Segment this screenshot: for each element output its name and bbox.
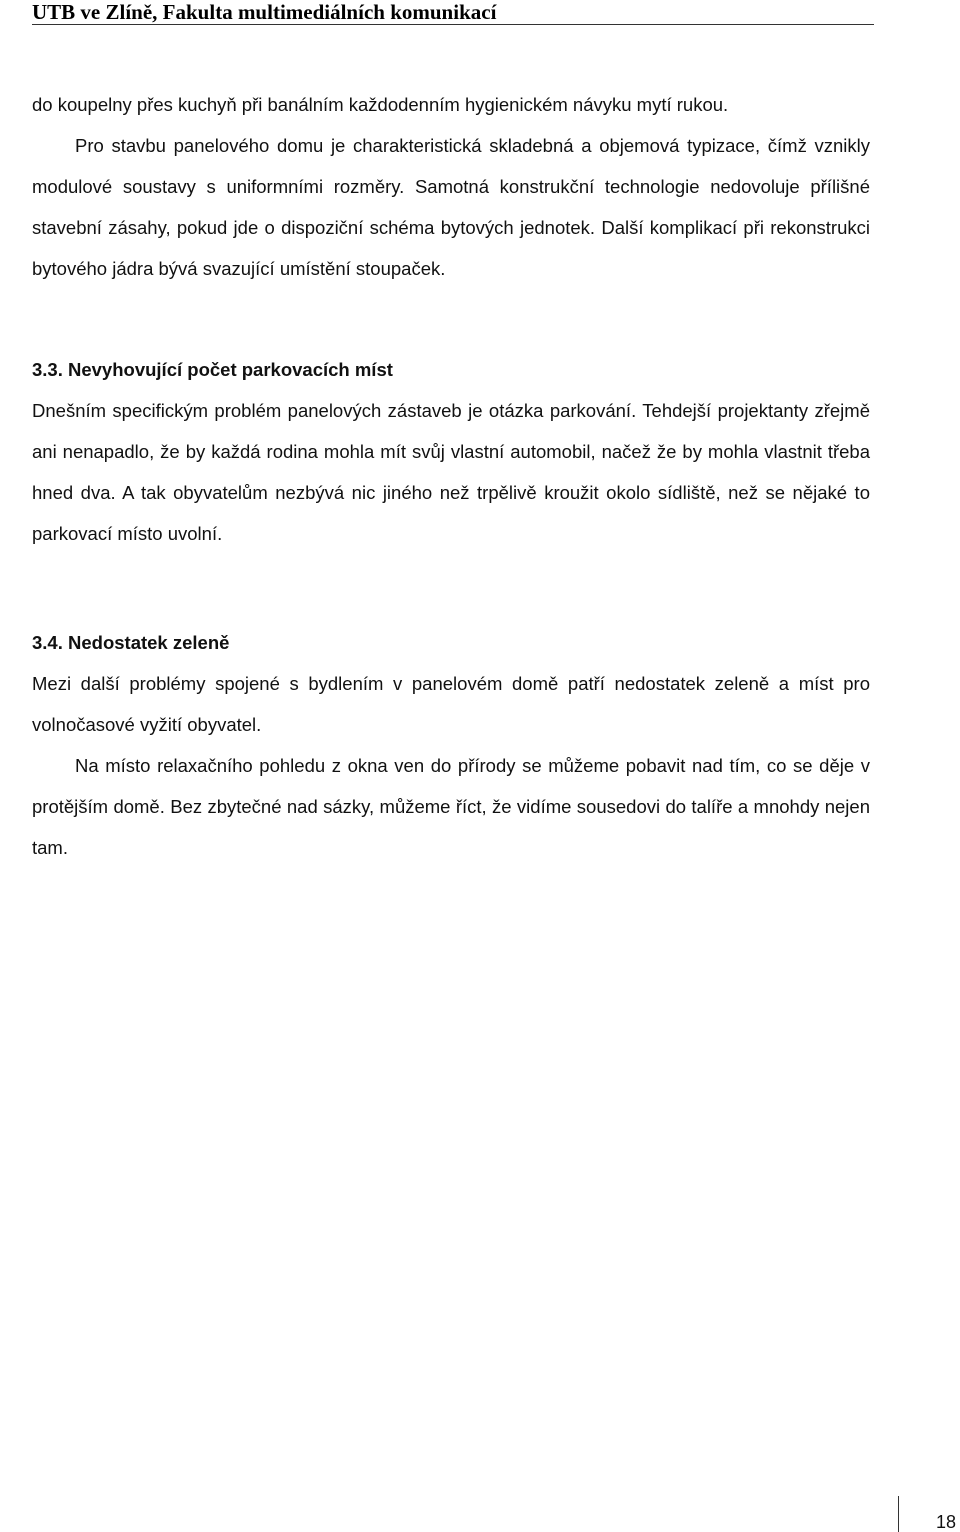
section-spacer — [32, 554, 870, 622]
section-spacer — [32, 289, 870, 349]
section-heading-greenery: 3.4. Nedostatek zeleně — [32, 632, 230, 653]
page-number-rule — [898, 1496, 899, 1532]
page-body — [32, 84, 870, 868]
section-parking — [32, 349, 870, 554]
paragraph-panel-construction: Pro stavbu panelového domu je charakteristická skladebná a objemová typizace, čímž vznikly modulové soustavy s uniformními rozměry. Samotná konstrukční technologie nedovoluje přílišné stavební zásahy, pokud jde o dispoziční schéma bytových jednotek. Další komplikací při rekonstrukci bytového jádra bývá svazující umístění stoupaček. — [32, 135, 870, 279]
running-header — [32, 0, 874, 25]
paragraph-greenery-1: Mezi další problémy spojené s bydlením v panelovém domě patří nedostatek zeleně a míst pro volnočasové vyžití obyvatel. — [32, 673, 870, 735]
running-header-title: UTB ve Zlíně, Fakulta multimediálních komunikací — [32, 0, 497, 24]
paragraph-parking: Dnešním specifickým problém panelových zástaveb je otázka parkování. Tehdejší projektanty zřejmě ani nenapadlo, že by každá rodina mohla mít svůj vlastní automobil, načež že by mohla vlastnit třeba hned dva. A tak obyvatelům nezbývá nic jiného než trpělivě kroužit okolo sídliště, než se nějaké to parkovací místo uvolní. — [32, 400, 870, 544]
page-number: 18 — [935, 1512, 956, 1532]
section-greenery — [32, 622, 870, 868]
paragraph-greenery-2: Na místo relaxačního pohledu z okna ven do přírody se můžeme pobavit nad tím, co se děje v protějším domě. Bez zbytečné nad sázky, můžeme říct, že vidíme sousedovi do talíře a mnohdy nejen tam. — [32, 755, 870, 858]
paragraph-continuation: do koupelny přes kuchyň při banálním každodenním hygienickém návyku mytí rukou. — [32, 94, 729, 115]
section-heading-parking: 3.3. Nevyhovující počet parkovacích míst — [32, 359, 393, 380]
